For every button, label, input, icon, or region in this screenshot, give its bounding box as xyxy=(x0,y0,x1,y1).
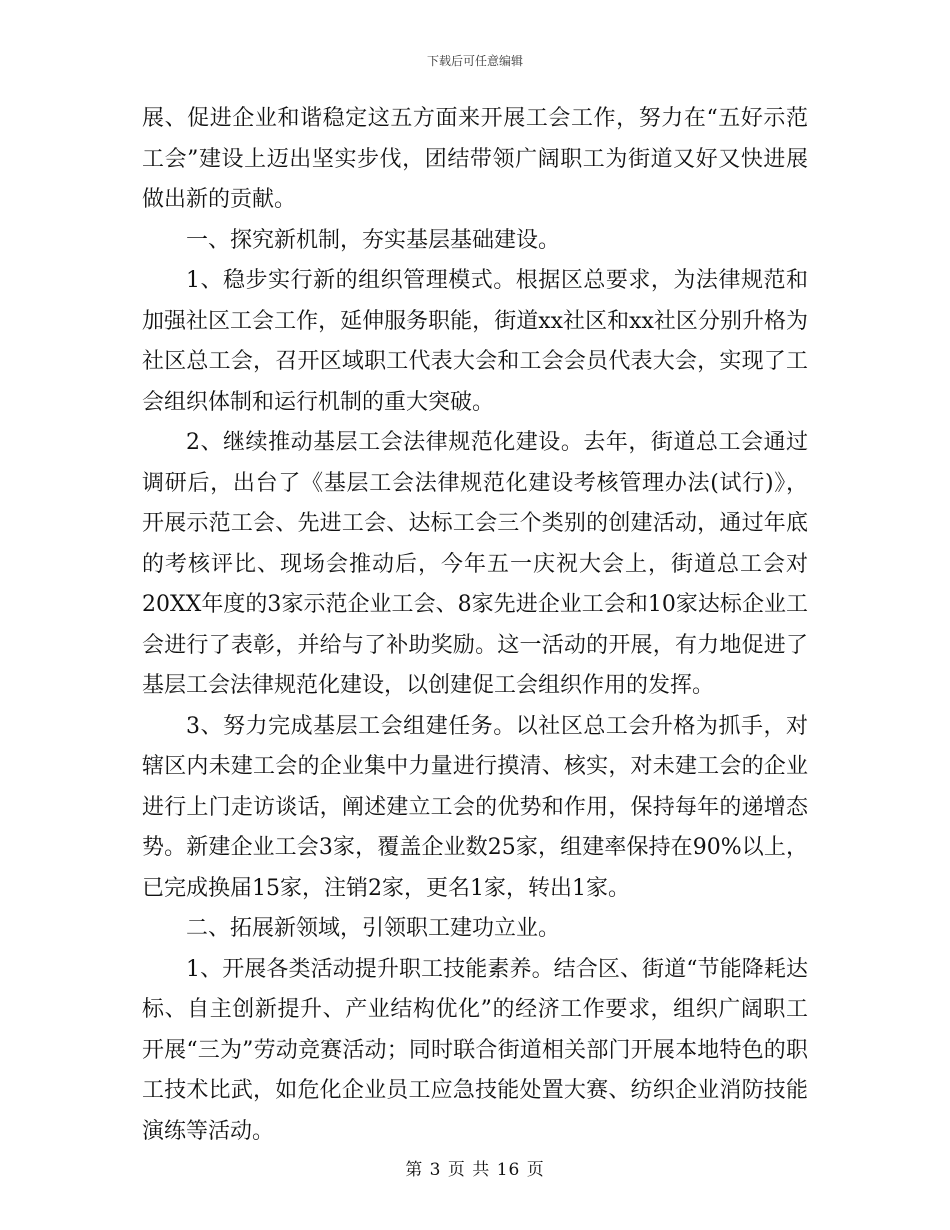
body-text xyxy=(142,99,808,1152)
paragraph-1: 展、促进企业和谐稳定这五方面来开展工会工作，努力在“五好示范工会”建设上迈出坚实步伐，团结带领广阔职工为街道又好又快进展做出新的贡献。 xyxy=(142,106,808,212)
paragraph-7: 1、开展各类活动提升职工技能素养。结合区、街道“节能降耗达标、自主创新提升、产业结构优化”的经济工作要求，组织广阔职工开展“三为”劳动竞赛活动；同时联合街道相关部门开展本地特色的职工技术比武，如危化企业员工应急技能处置大赛、纺织企业消防技能演练等活动。 xyxy=(142,956,808,1144)
section-heading-2: 二、拓展新领域，引领职工建功立业。 xyxy=(186,916,561,941)
paragraph-5: 3、努力完成基层工会组建任务。以社区总工会升格为抓手，对辖区内未建工会的企业集中力量进行摸清、核实，对未建工会的企业进行上门走访谈话，阐述建立工会的优势和作用，保持每年的递增态势。新建企业工会3家，覆盖企业数25家，组建率保持在90%以上，已完成换届15家，注销2家，更名1家，转出1家。 xyxy=(142,713,808,901)
page-number-footer: 第 3 页 共 16 页 xyxy=(405,1160,545,1180)
section-heading-1: 一、探究新机制，夯实基层基础建设。 xyxy=(186,227,561,253)
paragraph-3: 1、稳步实行新的组织管理模式。根据区总要求，为法律规范和加强社区工会工作，延伸服务职能，街道xx社区和xx社区分别升格为社区总工会，召开区域职工代表大会和工会会员代表大会，实现了工会组织体制和运行机制的重大突破。 xyxy=(142,268,808,415)
page-header: 下载后可任意编辑 xyxy=(426,54,523,68)
paragraph-4: 2、继续推动基层工会法律规范化建设。去年，街道总工会通过调研后，出台了《基层工会法律规范化建设考核管理办法(试行)》，开展示范工会、先进工会、达标工会三个类别的创建活动，通过年底的考核评比、现场会推动后，今年五一庆祝大会上，街道总工会对20XX年度的3家示范企业工会、8家先进企业工会和10家达标企业工会进行了表彰，并给与了补助奖励。这一活动的开展，有力地促进了基层工会法律规范化建设，以创建促工会组织作用的发挥。 xyxy=(142,430,808,698)
